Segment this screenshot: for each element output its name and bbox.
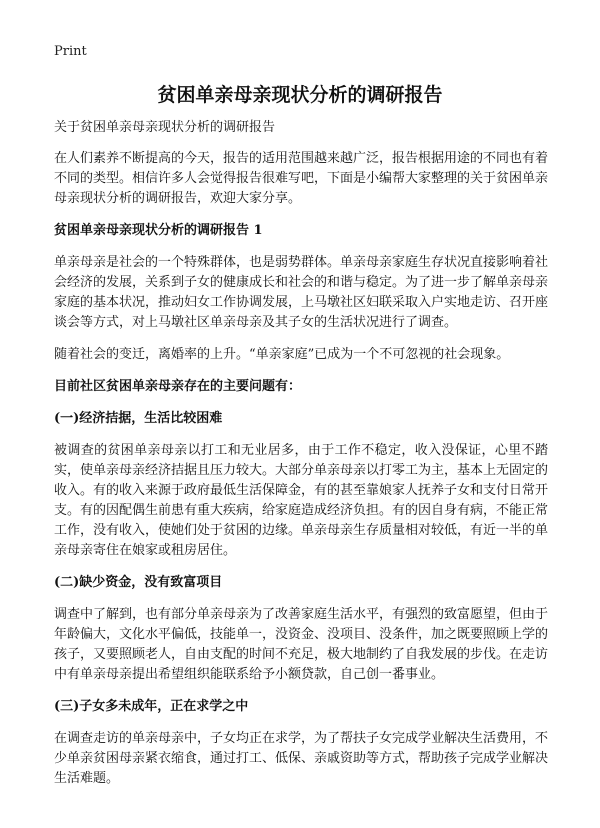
print-link[interactable]: Print (54, 44, 87, 59)
problems-heading: 目前社区贫困单亲母亲存在的主要问题有： (54, 379, 302, 394)
section-heading: 贫困单亲母亲现状分析的调研报告 1 (54, 223, 263, 238)
item-2-paragraph: 调查中了解到，也有部分单亲母亲为了改善家庭生活水平，有强烈的致富愿望，但由于年龄偏大，文化水平偏低，技能单一，没资金、没项目、没条件，加之既要照顾上学的孩子，又要照顾老人，自由支配的时间不充足，极大地制约了自我发展的步伐。在走访中有单亲母亲提出希望组织能联系给予小额贷款，自己创一番事业。 (54, 607, 549, 682)
body-paragraph-2: 随着社会的变迁，离婚率的上升。“单亲家庭”已成为一个不可忽视的社会现象。 (54, 347, 510, 362)
page-title: 贫困单亲母亲现状分析的调研报告 (157, 84, 443, 106)
item-2-heading: (二)缺少资金，没有致富项目 (54, 575, 223, 590)
document-body (54, 118, 548, 801)
body-paragraph-1: 单亲母亲是社会的一个特殊群体，也是弱势群体。单亲母亲家庭生存状况直接影响着社会经济的发展，关系到子女的健康成长和社会的和谐与稳定。为了进一步了解单亲母亲家庭的基本状况，推动妇女工作协调发展，上马墩社区妇联采取入户实地走访、召开座谈会等方式，对上马墩社区单亲母亲及其子女的生活状况进行了调查。 (54, 255, 549, 330)
item-1-heading: (一)经济拮据，生活比较困难 (54, 411, 223, 426)
document-subtitle: 关于贫困单亲母亲现状分析的调研报告 (54, 120, 276, 135)
intro-paragraph: 在人们素养不断提高的今天，报告的适用范围越来越广泛，报告根据用途的不同也有着不同的类型。相信许多人会觉得报告很难写吧，下面是小编帮大家整理的关于贫困单亲母亲现状分析的调研报告，欢迎大家分享。 (54, 151, 549, 206)
item-3-paragraph: 在调查走访的单亲母亲中，子女均正在求学，为了帮扶子女完成学业解决生活费用，不少单亲贫困母亲紧衣缩食，通过打工、低保、亲戚资助等方式，帮助孩子完成学业解决生活难题。 (54, 731, 549, 786)
item-3-heading: (三)子女多未成年，正在求学之中 (54, 699, 249, 714)
item-1-paragraph: 被调查的贫困单亲母亲以打工和无业居多，由于工作不稳定，收入没保证，心里不踏实，使单亲母亲经济拮据且压力较大。大部分单亲母亲以打零工为主，基本上无固定的收入。有的收入来源于政府最低生活保障金，有的甚至靠娘家人抚养子女和支付日常开支。有的因配偶生前患有重大疾病，给家庭造成经济负担。有的因自身有病，不能正常工作，没有收入，使她们处于贫困的边缘。单亲母亲生存质量相对较低，有近一半的单亲母亲寄住在娘家或租房居住。 (54, 443, 549, 558)
